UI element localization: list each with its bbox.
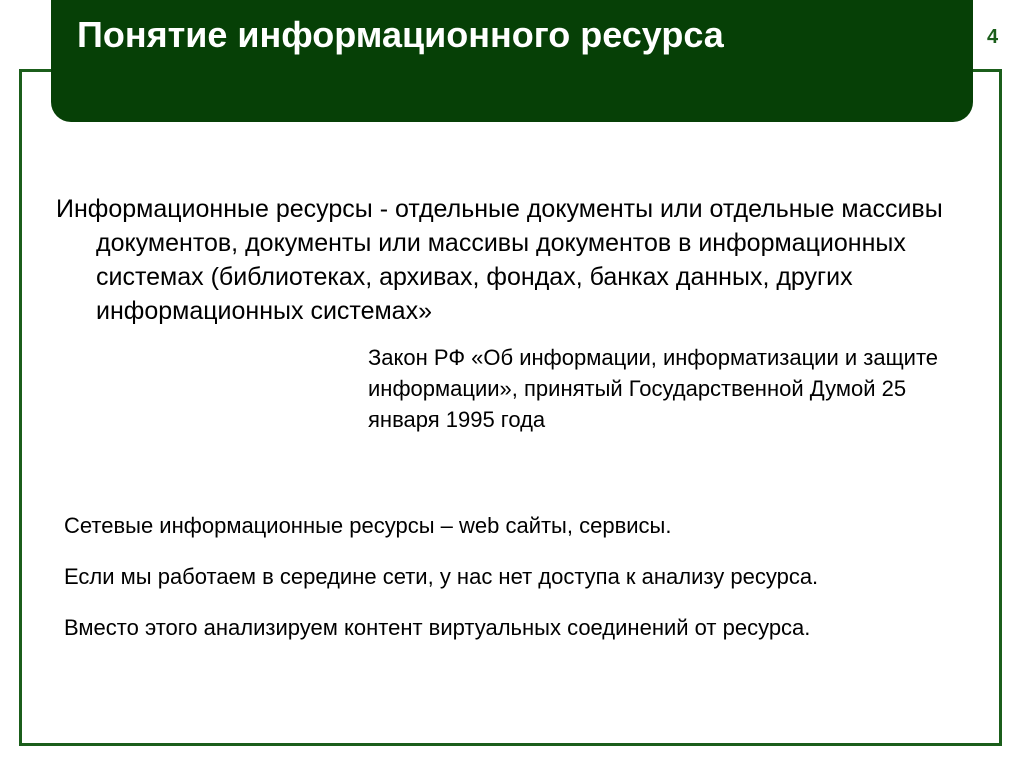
definition-text: Информационные ресурсы - отдельные документы или отдельные массивы документов, документы или массивы документов в информационных системах (библиотеках, архивах, фондах, банках данных, других информационных системах» [56,195,943,325]
note-paragraph: Если мы работаем в середине сети, у нас нет доступа к анализу ресурса. [64,564,819,589]
note-paragraph: Вместо этого анализируем контент виртуальных соединений от ресурса. [64,615,811,640]
law-citation: Закон РФ «Об информации, информатизации и защите информации», принятый Государственной Думой 25 января 1995 года [368,345,939,432]
slide-title: Понятие информационного ресурса [77,14,724,55]
note-paragraph: Сетевые информационные ресурсы – web сайты, сервисы. [64,513,672,538]
page-number: 4 [987,26,999,48]
notes-block [64,510,944,663]
